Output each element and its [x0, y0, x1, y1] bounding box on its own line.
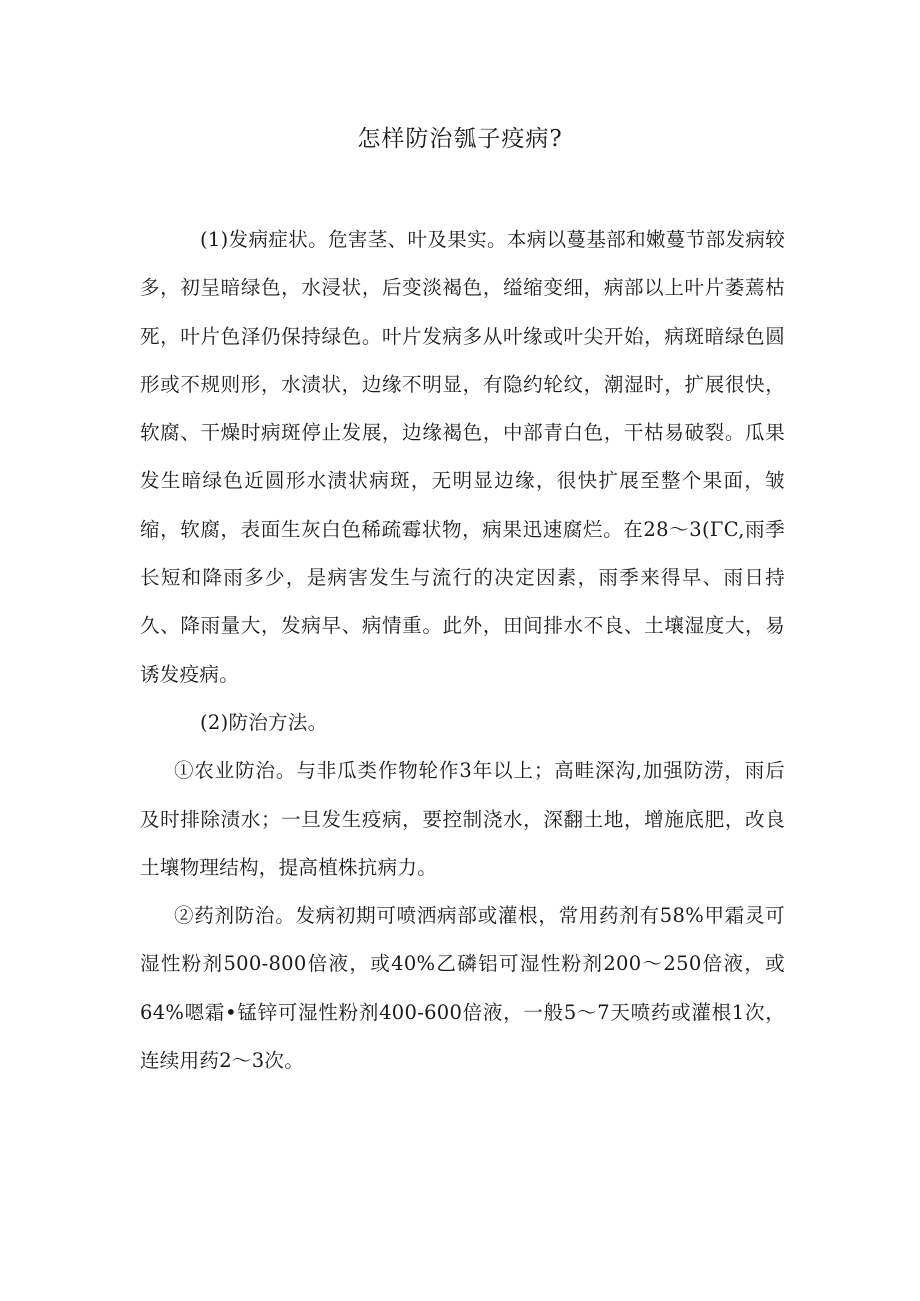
paragraph-control-heading: (2)防治方法。 [200, 710, 328, 734]
paragraph-agricultural-control: ①农业防治。与非瓜类作物轮作3年以上；高畦深沟,加强防涝，雨后及时排除渍水；一旦发生疫病，要控制浇水，深翻土地，增施底肥，改良土壤物理结构，提高植株抗病力。 [140, 759, 785, 879]
document-title: 怎样防治瓠子疫病? [357, 126, 563, 152]
paragraph-chemical-control: ②药剂防治。发病初期可喷洒病部或灌根，常用药剂有58%甲霜灵可湿性粉剂500-800倍液，或40%乙磷铝可湿性粉剂200～250倍液，或64%嗯霜•锰锌可湿性粉剂400-600倍液，一般5～7天喷药或灌根1次，连续用药2～3次。 [140, 904, 785, 1073]
paragraph-symptoms: (1)发病症状。危害茎、叶及果实。本病以蔓基部和嫩蔓节部发病较多，初呈暗绿色，水浸状，后变淡褐色，缢缩变细，病部以上叶片萎蔫枯死，叶片色泽仍保持绿色。叶片发病多从叶缘或叶尖开始，病斑暗绿色圆形或不规则形，水渍状，边缘不明显，有隐约轮纹，潮湿时，扩展很快，软腐、干燥时病斑停止发展，边缘褐色，中部青白色，干枯易破裂。瓜果发生暗绿色近圆形水渍状病斑，无明显边缘，很快扩展至整个果面，皱缩，软腐，表面生灰白色稀疏霉状物，病果迅速腐烂。在28～3(ΓC,雨季长短和降雨多少，是病害发生与流行的决定因素，雨季来得早、雨日持久、降雨量大，发病早、病情重。此外，田间排水不良、土壤湿度大，易诱发疫病。 [140, 228, 785, 686]
document-body [140, 216, 785, 1085]
